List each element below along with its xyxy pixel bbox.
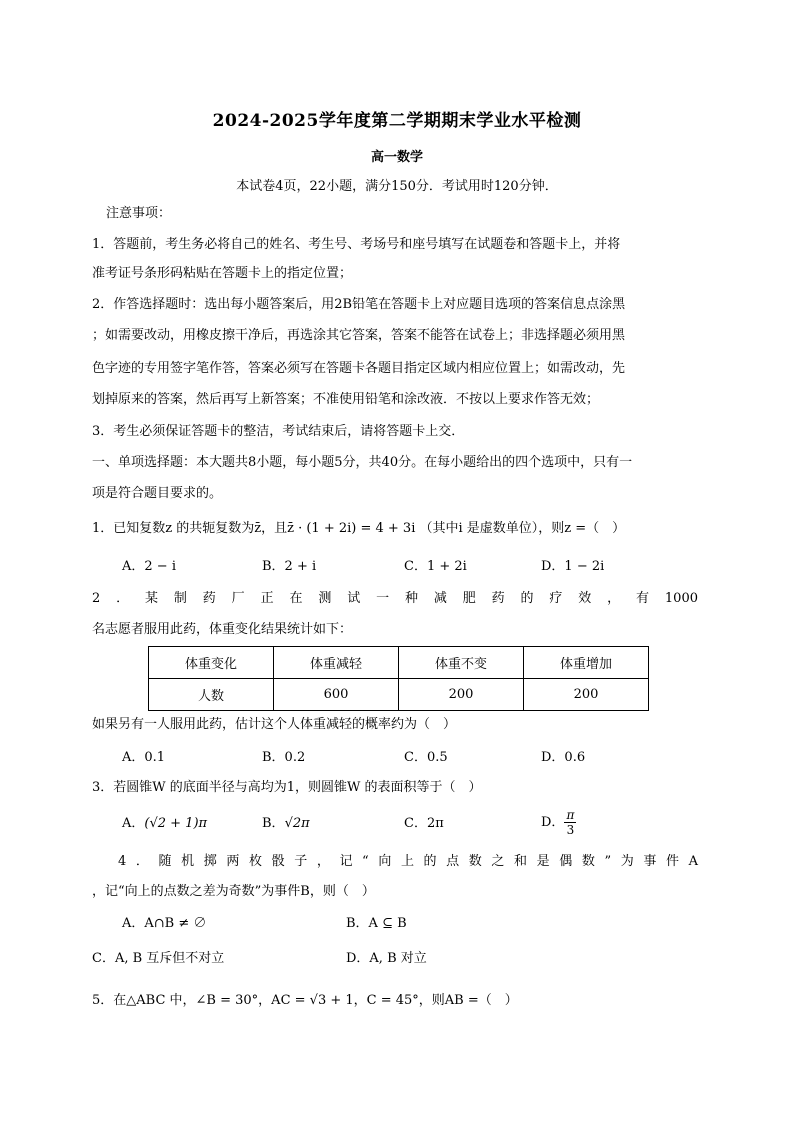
- option-label: B．: [262, 816, 285, 831]
- table-row: [149, 679, 649, 711]
- question-1-option-b: B．2 + i: [262, 559, 317, 574]
- table-cell: 600: [274, 679, 399, 711]
- section-heading: 一、单项选择题：本大题共8小题，每小题5分，共40分。在每小题给出的四个选项中，只有一: [92, 455, 633, 470]
- question-2-option-d: D．0.6: [541, 750, 586, 765]
- question-2-option-c: C．0.5: [404, 750, 448, 765]
- table-header-cell: 体重减轻: [274, 647, 399, 679]
- fraction: [564, 808, 576, 837]
- option-label: A．: [122, 816, 145, 831]
- notice-line: 1．答题前，考生务必将自己的姓名、考生号、考场号和座号填写在试题卷和答题卡上，并将: [92, 237, 621, 252]
- notice-line: 2．作答选择题时：选出每小题答案后，用2B铅笔在答题卡上对应题目选项的答案信息点涂黑: [92, 297, 626, 312]
- option-expression: (√2 + 1)π: [144, 816, 208, 831]
- option-label: D．: [541, 815, 565, 830]
- question-1-option-c: C．1 + 2i: [404, 559, 467, 574]
- question-2-stem: 如果另有一人服用此药，估计这个人体重减轻的概率约为（ ）: [92, 717, 457, 732]
- question-1-stem: 1．已知复数z 的共轭复数为z̄，且z̄ · (1 + 2i) = 4 + 3i （其中i 是虚数单位），则z =（ ）: [92, 521, 626, 536]
- table-cell: 200: [399, 679, 524, 711]
- option-expression: √2π: [284, 816, 310, 831]
- question-2-stem: 2．某制药厂正在测试一种减肥药的疗效，有1000: [92, 591, 698, 606]
- question-3-option-a: [122, 815, 207, 833]
- notice-line: 3．考生必须保证答题卡的整洁，考试结束后，请将答题卡上交．: [92, 424, 465, 439]
- question-1-option-a: A．2 − i: [122, 559, 176, 574]
- question-4-option-d: D．A, B 对立: [346, 951, 427, 966]
- weight-change-table: [148, 646, 649, 711]
- table-cell: 人数: [149, 679, 274, 711]
- question-4-stem: ，记“向上的点数之差为奇数”为事件B，则（ ）: [92, 884, 375, 899]
- table-header-row: [149, 647, 649, 679]
- question-1-option-d: D．1 − 2i: [541, 559, 605, 574]
- question-4-option-c: C．A, B 互斥但不对立: [92, 951, 225, 966]
- fraction-denominator: 3: [566, 823, 575, 837]
- question-3-option-d: [541, 808, 576, 837]
- question-5-stem: 5．在△ABC 中，∠B = 30°，AC = √3 + 1，C = 45°，则AB =（ ）: [92, 993, 518, 1008]
- question-3-option-b: [262, 815, 310, 833]
- notice-line: 准考证号条形码粘贴在答题卡上的指定位置；: [92, 266, 353, 281]
- question-4-stem: 4．随机掷两枚骰子，记“向上的点数之和是偶数”为事件A: [118, 854, 698, 869]
- table-header-cell: 体重不变: [399, 647, 524, 679]
- notice-line: 色字迹的专用签字笔作答，答案必须写在答题卡各题目指定区域内相应位置上；如需改动，先: [92, 361, 626, 376]
- question-2-option-a: A．0.1: [122, 750, 166, 765]
- table-header-cell: 体重增加: [524, 647, 649, 679]
- notice-line: ；如需要改动，用橡皮擦干净后，再选涂其它答案，答案不能答在试卷上；非选择题必须用黑: [92, 328, 626, 343]
- table-header-cell: 体重变化: [149, 647, 274, 679]
- notice-line: 划掉原来的答案，然后再写上新答案；不准使用铅笔和涂改液．不按以上要求作答无效；: [92, 392, 600, 407]
- exam-subject: 高一数学: [370, 150, 423, 165]
- exam-title: 2024-2025学年度第二学期期末学业水平检测: [212, 111, 582, 131]
- question-4-option-a: A．A∩B ≠ ∅: [122, 916, 207, 931]
- exam-info: 本试卷4页，22小题，满分150分．考试用时120分钟．: [236, 179, 558, 194]
- question-2-stem: 名志愿者服用此药，体重变化结果统计如下：: [92, 622, 353, 637]
- question-3-stem: 3．若圆锥W 的底面半径与高均为1，则圆锥W 的表面积等于（ ）: [92, 780, 482, 795]
- section-heading: 项是符合题目要求的。: [92, 486, 223, 501]
- question-2-option-b: B．0.2: [262, 750, 306, 765]
- fraction-numerator: π: [566, 808, 575, 822]
- notice-heading: 注意事项：: [106, 206, 172, 221]
- question-3-option-c: C．2π: [404, 816, 444, 831]
- question-4-option-b: B．A ⊆ B: [346, 916, 407, 931]
- table-cell: 200: [524, 679, 649, 711]
